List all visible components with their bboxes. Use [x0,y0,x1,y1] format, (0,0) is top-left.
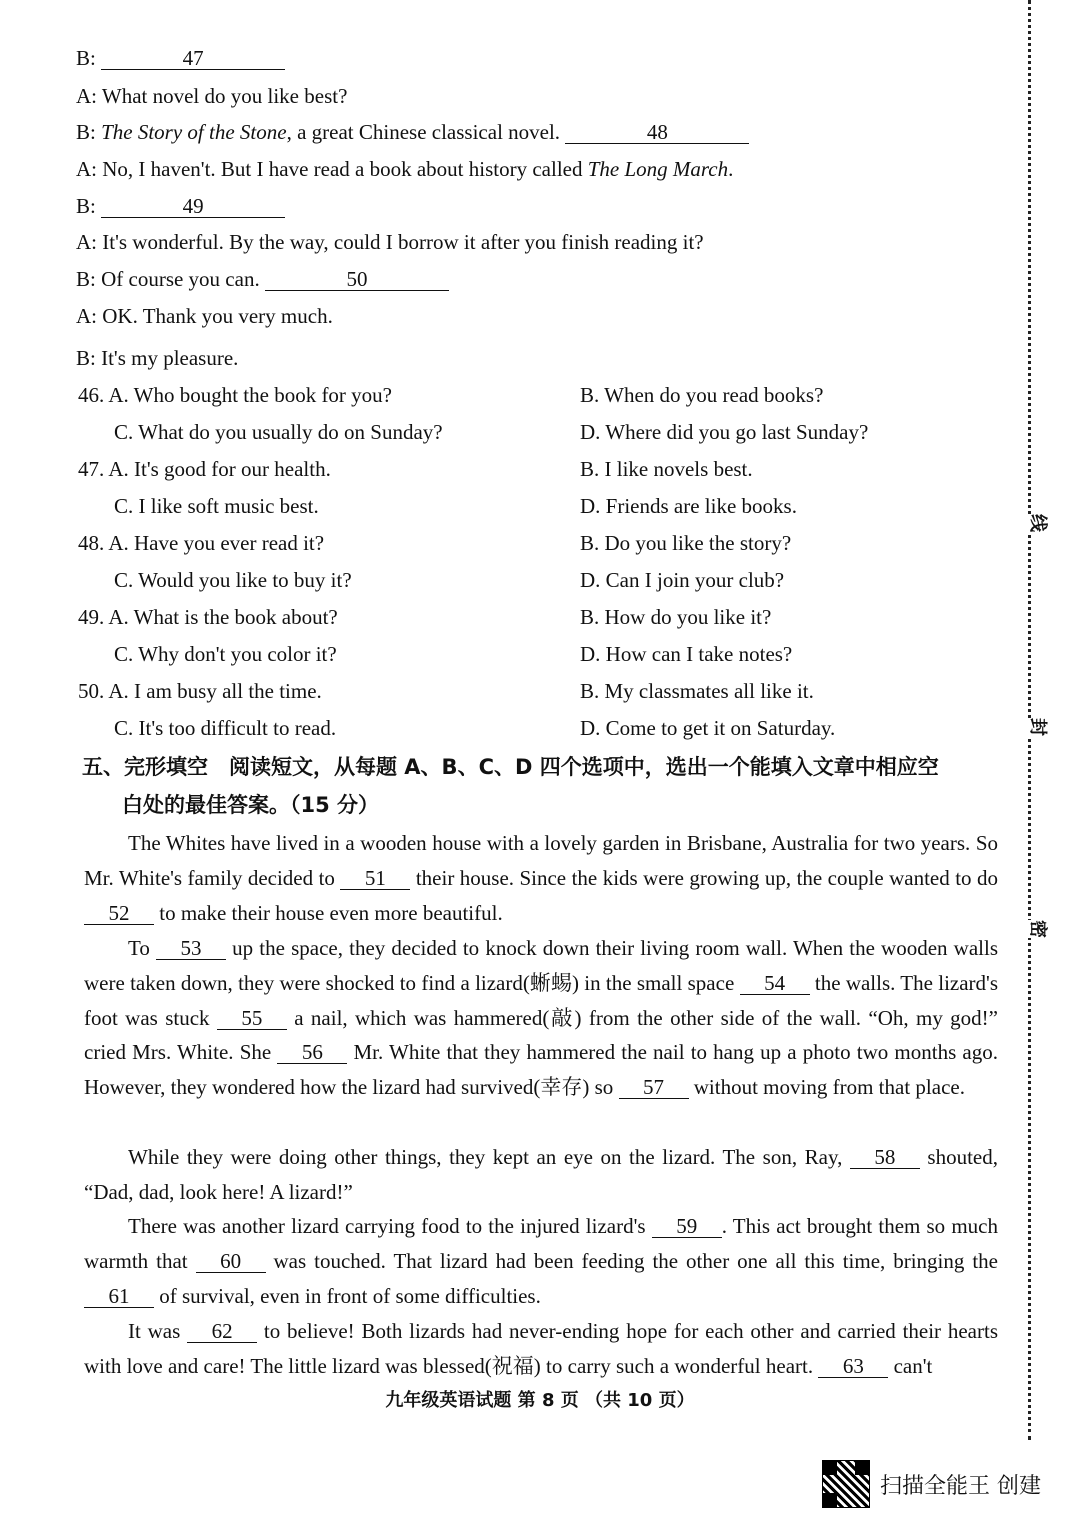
cloze-blank: 61 [84,1285,154,1308]
dialogue-text: A: No, I haven't. But I have read a book about history called [76,157,588,181]
passage-text: was touched. That lizard had been feeding the other one all this time, bringing the [265,1248,998,1273]
passage-text: can't [888,1353,933,1378]
dialogue-line [76,228,704,256]
side-mark-feng: 封 [1026,718,1052,736]
dialogue-text: B: [76,120,102,144]
cloze-blank: 53 [156,937,226,960]
option-a: 47. A. It's good for our health. [78,457,331,481]
answer-blank: 47 [101,47,285,70]
book-title: The Story of the Stone [101,120,287,144]
section-5-title-line2: 白处的最佳答案。（15 分） [122,793,380,817]
option-a: 50. A. I am busy all the time. [78,679,322,703]
option-c: C. It's too difficult to read. [114,716,337,740]
dialogue-text: B: [76,194,102,218]
dialogue-text: B: Of course you can. [76,267,265,291]
page-footer: 九年级英语试题 第 8 页 （共 10 页） [385,1390,695,1411]
cloze-blank: 54 [740,972,810,995]
passage-text: their house. Since the kids were growing up, the couple wanted to do [410,865,998,890]
answer-blank: 50 [265,268,449,291]
option-c: C. I like soft music best. [114,494,319,518]
dialogue-text: A: It's wonderful. By the way, could I borrow it after you finish reading it? [76,230,704,254]
passage-paragraph [84,931,998,1105]
option-d: D. Friends are like books. [580,494,797,518]
cloze-blank: 57 [619,1076,689,1099]
dialogue-line [76,155,733,183]
dialogue-text: A: OK. Thank you very much. [76,304,333,328]
option-a: 46. A. Who bought the book for you? [78,383,392,407]
qr-code-icon [822,1460,870,1508]
cloze-blank: 51 [340,867,410,890]
answer-blank: 48 [565,121,749,144]
dialogue-line [76,302,333,330]
option-b: B. I like novels best. [580,457,753,481]
passage-text: To [128,936,157,960]
side-mark-xian: 线 [1026,514,1052,532]
option-b: B. Do you like the story? [580,531,792,555]
option-b: B. How do you like it? [580,605,772,629]
watermark-text: 扫描全能王 创建 [880,1473,1041,1499]
side-mark-mi: 密 [1026,920,1052,938]
dialogue-line [76,265,449,293]
passage-text: . This act brought them so much warmth that [84,1214,998,1273]
passage-text: the walls. The lizard's foot was stuck [84,970,999,1030]
dialogue-text: B: It's my pleasure. [76,346,239,370]
passage-text: without moving from that place. [688,1075,965,1100]
answer-blank: 49 [101,195,285,218]
passage-text: to make their house even more beautiful. [154,900,503,925]
passage-text: While they were doing other things, they kept an eye on the lizard. The son, Ray, [128,1145,850,1169]
dialogue-line [76,344,238,372]
passage-paragraph [84,1140,998,1210]
option-d: D. Where did you go last Sunday? [580,420,869,444]
cloze-blank: 63 [818,1355,888,1378]
scanner-watermark [822,1460,1041,1508]
passage-text: There was another lizard carrying food to the injured lizard's [128,1214,652,1238]
option-b: B. My classmates all like it. [580,679,814,703]
passage-paragraph [84,826,998,930]
section-5-title-line1: 五、完形填空 阅读短文，从每题 A、B、C、D 四个选项中，选出一个能填入文章中相应空 [82,755,939,779]
cloze-blank: 52 [84,902,154,925]
book-title: The Long March [587,157,729,181]
cloze-blank: 59 [652,1215,722,1238]
dialogue-line [76,118,749,146]
dialogue-text: . [728,157,734,181]
dialogue-text: , a great Chinese classical novel. [286,120,566,144]
dialogue-line [76,82,347,110]
passage-text: up the space, they decided to knock down their living room wall. When the wooden walls were taken down, they were shocked to find a lizard(蜥蜴) in the small space [84,936,998,995]
passage-text: shouted, “Dad, dad, look here! A lizard!” [84,1145,998,1204]
passage-text: of survival, even in front of some difficulties. [154,1283,541,1308]
passage-text: The Whites have lived in a wooden house with a lovely garden in Brisbane, Australia for two years. So Mr. White's family decided to [84,831,998,890]
cloze-blank: 62 [187,1320,257,1343]
option-d: D. Come to get it on Saturday. [580,716,836,740]
option-a: 49. A. What is the book about? [78,605,338,629]
option-c: C. Would you like to buy it? [114,568,352,592]
option-d: D. How can I take notes? [580,642,793,666]
option-c: C. What do you usually do on Sunday? [114,420,443,444]
cloze-blank: 60 [196,1250,266,1273]
passage-text: Mr. White that they hammered the nail to hang up a photo two months ago. However, they wondered how the lizard had survived(幸存) so [84,1040,998,1100]
cloze-blank: 58 [850,1146,920,1169]
option-d: D. Can I join your club? [580,568,785,592]
passage-paragraph [84,1314,998,1384]
passage-text: to believe! Both lizards had never-ending hope for each other and carried their hearts with love and care! The little lizard was blessed(祝福) to carry such a wonderful heart. [84,1319,998,1378]
dialogue-text: B: [76,46,102,70]
cloze-blank: 55 [217,1007,287,1030]
dialogue-text: A: What novel do you like best? [76,84,348,108]
dialogue-line [76,44,285,72]
option-b: B. When do you read books? [580,383,824,407]
passage-text: It was [128,1319,188,1343]
cloze-blank: 56 [277,1041,347,1064]
option-c: C. Why don't you color it? [114,642,337,666]
passage-text: a nail, which was hammered(敲) from the other side of the wall. “Oh, my god!” cried Mrs. White. She [84,1005,998,1065]
option-a: 48. A. Have you ever read it? [78,531,325,555]
passage-paragraph [84,1209,998,1313]
dialogue-line [76,192,285,220]
